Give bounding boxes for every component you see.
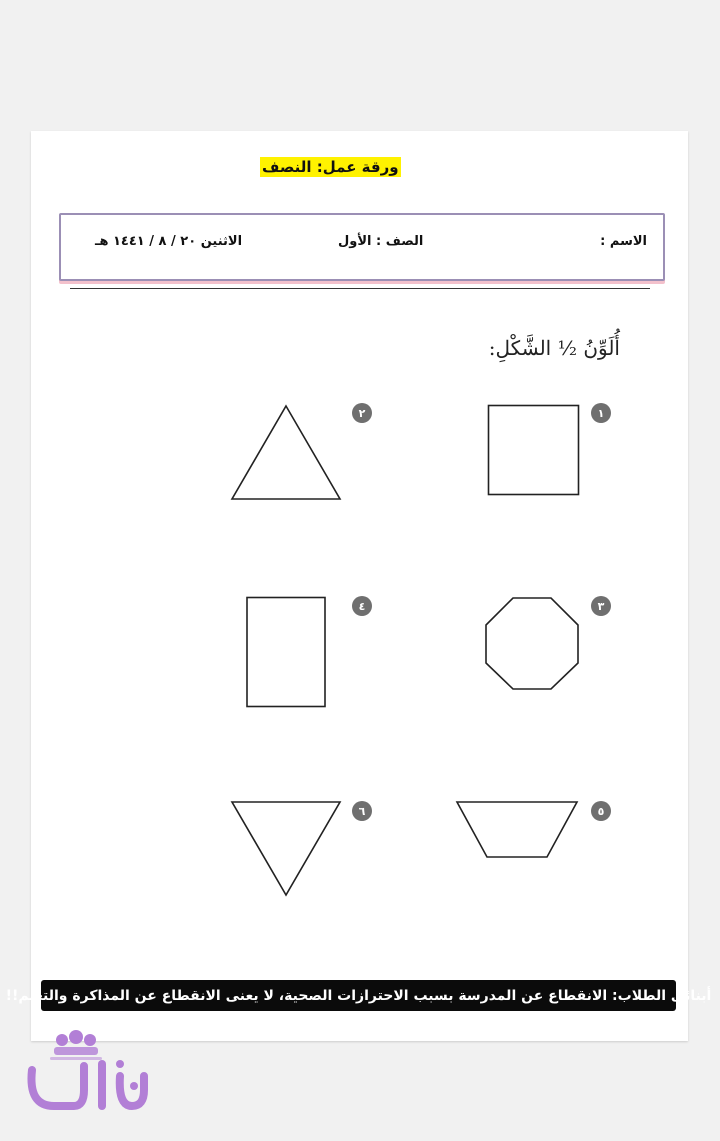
worksheet-title: ورقة عمل: النصف xyxy=(262,158,399,176)
trapezoid-shape xyxy=(455,800,579,859)
octagon-shape xyxy=(484,596,580,692)
name-label: الاسم : xyxy=(600,234,647,249)
item-number-2: ٢ xyxy=(352,403,372,423)
item-number-1: ١ xyxy=(591,403,611,423)
item-number-4: ٤ xyxy=(352,596,372,616)
inverted-triangle-shape xyxy=(230,800,342,897)
item-number-3: ٣ xyxy=(591,596,611,616)
square-shape xyxy=(487,404,581,498)
rectangle-shape xyxy=(245,596,327,709)
site-logo-icon xyxy=(24,1030,150,1116)
grade-label: الصف : الأول xyxy=(338,234,424,249)
item-number-5: ٥ xyxy=(591,801,611,821)
item-number-6: ٦ xyxy=(352,801,372,821)
divider-line xyxy=(70,288,650,289)
date-label: الاثنين ٢٠ / ٨ / ١٤٤١ هـ xyxy=(95,234,243,249)
footer-banner: أبنائى الطلاب: الانقطاع عن المدرسة بسبب الاحترازات الصحية، لا يعنى الانقطاع عن المذاكرة والتعلم!! xyxy=(41,980,676,1011)
instruction-text: أُلَوِّنُ ½ الشَّكْلِ: xyxy=(488,336,620,360)
triangle-shape xyxy=(230,404,342,501)
